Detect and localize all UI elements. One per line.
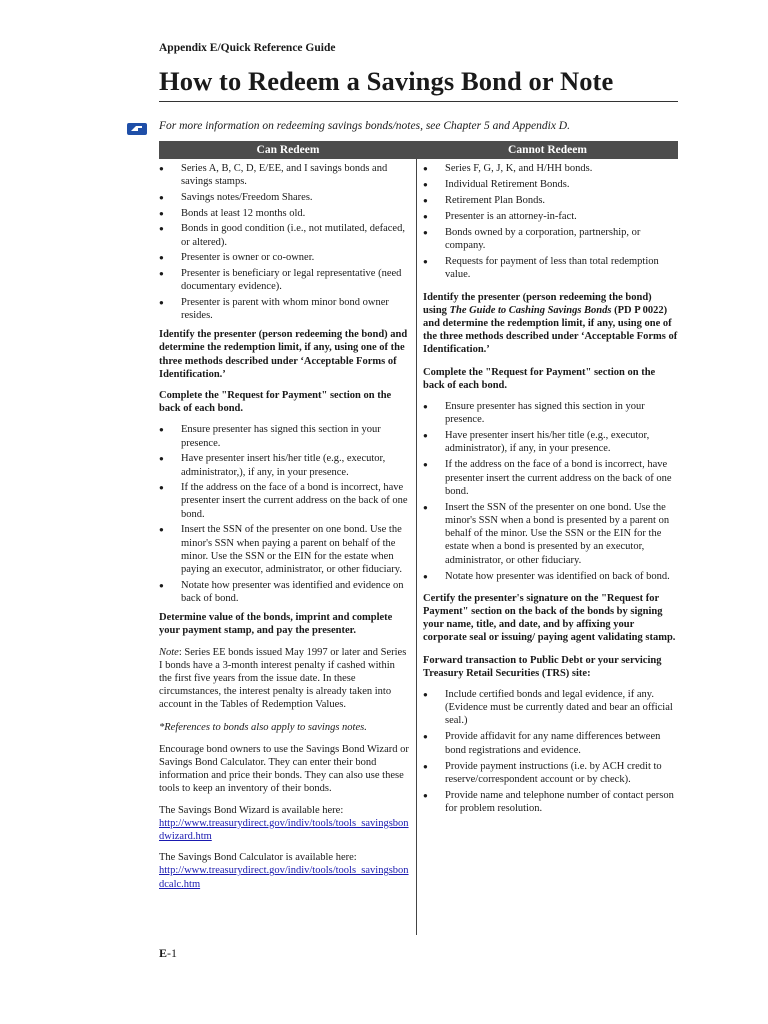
list-item: ● Have presenter insert his/her title (e.g., executor, administrator,), if any, in your presence. [159,452,409,478]
list-item: ● Series F, G, J, K, and H/HH bonds. [423,162,678,175]
note-text: : Series EE bonds issued May 1997 or later and Series I bonds have a 3-month interest penalty if cashed within the first five years from the issue date. In these circumstances, the interest penalty is already taken into account in the Tables of Redemption Values. [159,646,407,711]
complete-list [159,423,409,605]
cannot-redeem-list [423,162,678,282]
forward-list [423,688,678,815]
list-item: ● Series A, B, C, D, E/EE, and I savings bonds and savings stamps. [159,162,409,188]
intro-note: For more information on redeeming savings bonds/notes, see Chapter 5 and Appendix D. [159,120,570,132]
can-redeem-heading: Can Redeem [256,144,320,156]
list-item: ● Savings notes/Freedom Shares. [159,191,409,204]
list-item: ● Retirement Plan Bonds. [423,194,678,207]
page-header: Appendix E/Quick Reference Guide [159,42,336,54]
list-item: ● Requests for payment of less than total redemption value. [423,255,678,281]
calculator-text: The Savings Bond Calculator is available here: [159,852,357,864]
identify-instruction: Identify the presenter (person redeeming the bond) and determine the redemption limit, if any, using one of the three methods described under ‘Acceptable Forms of Identification.’ [159,329,408,380]
note-label: Note [159,646,179,658]
list-item: ● Bonds in good condition (i.e., not mutilated, defaced, or altered). [159,222,409,248]
list-item: ● Insert the SSN of the presenter on one bond. Use the minor's SSN when a bond is presented by a parent on behalf of the minor. Use the SSN or the EIN for the estate when a bond is presented by an executor, administrator, or other fiduciary. [423,501,678,567]
list-item: ● Presenter is an attorney-in-fact. [423,210,678,223]
list-item: ● Presenter is parent with whom minor bond owner resides. [159,296,409,322]
interest-penalty-note [159,646,409,712]
identify-pre: Identify the presenter (person redeeming the bond) using [423,291,652,316]
page-title: How to Redeem a Savings Bond or Note [159,66,614,96]
list-item: ● Notate how presenter was identified on back of bond. [423,570,678,583]
list-item: ● Notate how presenter was identified and evidence on back of bond. [159,579,409,605]
page-prefix: E [159,946,168,960]
wizard-info [159,804,409,844]
list-item: ● Bonds at least 12 months old. [159,207,409,220]
hand-pointer-icon [127,122,147,136]
list-item: ● Presenter is owner or co-owner. [159,251,409,264]
list-item: ● Provide name and telephone number of contact person for problem resolution. [423,789,678,815]
complete-instruction: Complete the "Request for Payment" section on the back of each bond. [423,366,656,391]
title-rule [159,101,678,102]
list-item: ● Provide payment instructions (i.e. by ACH credit to reserve/correspondent account or by check). [423,760,678,786]
page-number [159,946,177,961]
cannot-redeem-heading: Cannot Redeem [508,144,587,156]
complete-instruction: Complete the "Request for Payment" section on the back of each bond. [159,390,392,415]
wizard-text: The Savings Bond Wizard is available here: [159,804,344,816]
list-item: ● Ensure presenter has signed this section in your presence. [423,400,678,426]
list-item: ● Individual Retirement Bonds. [423,178,678,191]
calculator-link[interactable]: http://www.treasurydirect.gov/indiv/tools/tools_savingsbondcalc.htm [159,865,409,890]
list-item: ● If the address on the face of a bond is incorrect, have presenter insert the current address on the back of one bond. [159,481,409,521]
list-item: ● Provide affidavit for any name differences between bond registrations and evidence. [423,730,678,756]
list-item: ● Include certified bonds and legal evidence, if any. (Evidence must be currently dated and bear an official seal.) [423,688,678,728]
determine-instruction: Determine value of the bonds, imprint and complete your payment stamp, and pay the presenter. [159,612,393,637]
references-note: *References to bonds also apply to savings notes. [159,721,367,733]
list-item: ● Presenter is beneficiary or legal representative (need documentary evidence). [159,267,409,293]
encourage-text: Encourage bond owners to use the Savings Bond Wizard or Savings Bond Calculator. They can enter their bond information and price their bonds. They can also use these tools to keep an inventory of their bonds. [159,743,409,795]
forward-instruction: Forward transaction to Public Debt or your servicing Treasury Retail Securities (TRS) site: [423,654,662,679]
list-item: ● Have presenter insert his/her title (e.g., executor, administrator), if any, in your presence. [423,429,678,455]
guide-title: The Guide to Cashing Savings Bonds [449,304,612,316]
table-header [159,141,678,159]
list-item: ● Ensure presenter has signed this section in your presence. [159,423,409,449]
can-redeem-column [159,162,409,899]
can-redeem-list [159,162,409,322]
page-suffix: -1 [167,946,178,960]
list-item: ● Insert the SSN of the presenter on one bond. Use the minor's SSN when paying a parent on behalf of the minor. Use the SSN or the EIN for the estate when paying an executor, administrator, or other fiduciary. [159,523,409,576]
calculator-info [159,851,409,891]
wizard-link[interactable]: http://www.treasurydirect.gov/indiv/tools/tools_savingsbondwizard.htm [159,817,409,842]
list-item: ● Bonds owned by a corporation, partnership, or company. [423,226,678,252]
identify-instruction [423,291,678,357]
list-item: ● If the address on the face of a bond is incorrect, have presenter insert the current address on the back of one bond. [423,458,678,498]
cannot-redeem-column [423,162,678,818]
column-divider [416,159,417,935]
identify-post: (PD P 0022) and determine the redemption limit, if any, using one of the three methods described under ‘Acceptable Forms of Identification.’ [423,304,678,356]
complete-list [423,400,678,583]
certify-instruction: Certify the presenter's signature on the "Request for Payment" section on the back of the bonds by signing your name, title, and date, and by affixing your corporate seal or issuing/ paying agent validating stamp. [423,592,676,644]
